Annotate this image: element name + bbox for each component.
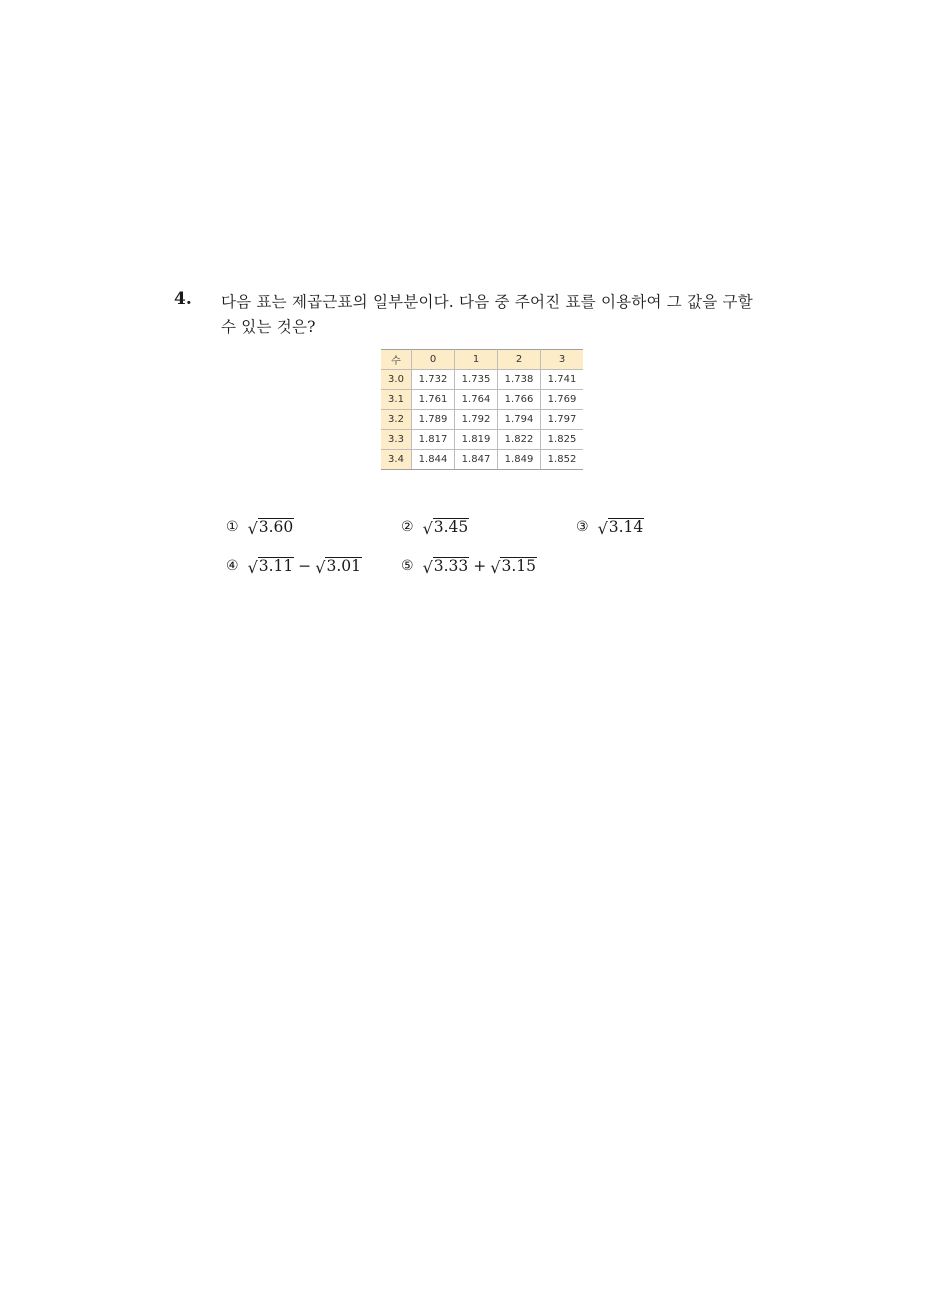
table-corner-header: 수 bbox=[381, 350, 412, 370]
table-column-header: 0 bbox=[412, 350, 455, 370]
table-row-header: 3.1 bbox=[381, 390, 412, 410]
table-cell: 1.852 bbox=[541, 450, 584, 470]
table-cell: 1.817 bbox=[412, 430, 455, 450]
choice-3[interactable] bbox=[576, 518, 644, 537]
radical-sign-icon: √ bbox=[247, 518, 258, 538]
table-column-header: 1 bbox=[455, 350, 498, 370]
table-column-header: 2 bbox=[498, 350, 541, 370]
table-row bbox=[381, 370, 583, 390]
table-cell: 1.761 bbox=[412, 390, 455, 410]
table-row-header: 3.3 bbox=[381, 430, 412, 450]
radicand: 3.33 bbox=[433, 557, 469, 575]
radicand: 3.01 bbox=[326, 557, 361, 575]
radical-sign-icon: √ bbox=[422, 557, 433, 577]
table-cell: 1.735 bbox=[455, 370, 498, 390]
minus-operator: − bbox=[298, 557, 312, 576]
table-cell: 1.789 bbox=[412, 410, 455, 430]
choice-marker-2: ② bbox=[401, 519, 414, 536]
question-text-line-1: 다음 표는 제곱근표의 일부분이다. 다음 중 주어진 표를 이용하여 그 값을 구할 bbox=[221, 293, 753, 311]
table-cell: 1.764 bbox=[455, 390, 498, 410]
question-number: 4. bbox=[174, 289, 192, 309]
table-row bbox=[381, 430, 583, 450]
choice-4[interactable] bbox=[226, 557, 362, 576]
table-column-header: 3 bbox=[541, 350, 584, 370]
radical-sign-icon: √ bbox=[597, 518, 608, 538]
sqrt-expression bbox=[315, 557, 362, 576]
table-cell: 1.792 bbox=[455, 410, 498, 430]
table-cell: 1.794 bbox=[498, 410, 541, 430]
table-cell: 1.738 bbox=[498, 370, 541, 390]
radical-sign-icon: √ bbox=[247, 557, 258, 577]
question-text-line-2: 수 있는 것은? bbox=[221, 318, 316, 336]
plus-operator: + bbox=[473, 557, 487, 576]
table-cell: 1.849 bbox=[498, 450, 541, 470]
radicand: 3.45 bbox=[433, 518, 469, 536]
choice-marker-1: ① bbox=[226, 519, 239, 536]
square-root-table bbox=[381, 349, 583, 470]
radical-sign-icon: √ bbox=[315, 557, 326, 577]
table-header-row bbox=[381, 350, 583, 370]
table-cell: 1.822 bbox=[498, 430, 541, 450]
table-row bbox=[381, 390, 583, 410]
sqrt-expression bbox=[423, 557, 470, 576]
choice-marker-4: ④ bbox=[226, 558, 239, 575]
table-cell: 1.847 bbox=[455, 450, 498, 470]
radicand: 3.11 bbox=[258, 557, 294, 575]
table-cell: 1.844 bbox=[412, 450, 455, 470]
choice-1[interactable] bbox=[226, 518, 294, 537]
table-row-header: 3.0 bbox=[381, 370, 412, 390]
table-row-header: 3.2 bbox=[381, 410, 412, 430]
table-row bbox=[381, 450, 583, 470]
sqrt-expression bbox=[490, 557, 537, 576]
table-row-header: 3.4 bbox=[381, 450, 412, 470]
choice-2[interactable] bbox=[401, 518, 469, 537]
sqrt-expression bbox=[598, 518, 645, 537]
radicand: 3.14 bbox=[608, 518, 644, 536]
table-cell: 1.797 bbox=[541, 410, 584, 430]
choice-marker-3: ③ bbox=[576, 519, 589, 536]
radicand: 3.60 bbox=[258, 518, 294, 536]
radical-sign-icon: √ bbox=[490, 557, 501, 577]
radical-sign-icon: √ bbox=[422, 518, 433, 538]
table-cell: 1.825 bbox=[541, 430, 584, 450]
table-cell: 1.741 bbox=[541, 370, 584, 390]
table-cell: 1.766 bbox=[498, 390, 541, 410]
sqrt-expression bbox=[423, 518, 470, 537]
radicand: 3.15 bbox=[501, 557, 536, 575]
table-row bbox=[381, 410, 583, 430]
table-cell: 1.732 bbox=[412, 370, 455, 390]
sqrt-expression bbox=[248, 557, 295, 576]
choice-5[interactable] bbox=[401, 557, 537, 576]
table-cell: 1.819 bbox=[455, 430, 498, 450]
table-cell: 1.769 bbox=[541, 390, 584, 410]
sqrt-expression bbox=[248, 518, 295, 537]
choice-marker-5: ⑤ bbox=[401, 558, 414, 575]
